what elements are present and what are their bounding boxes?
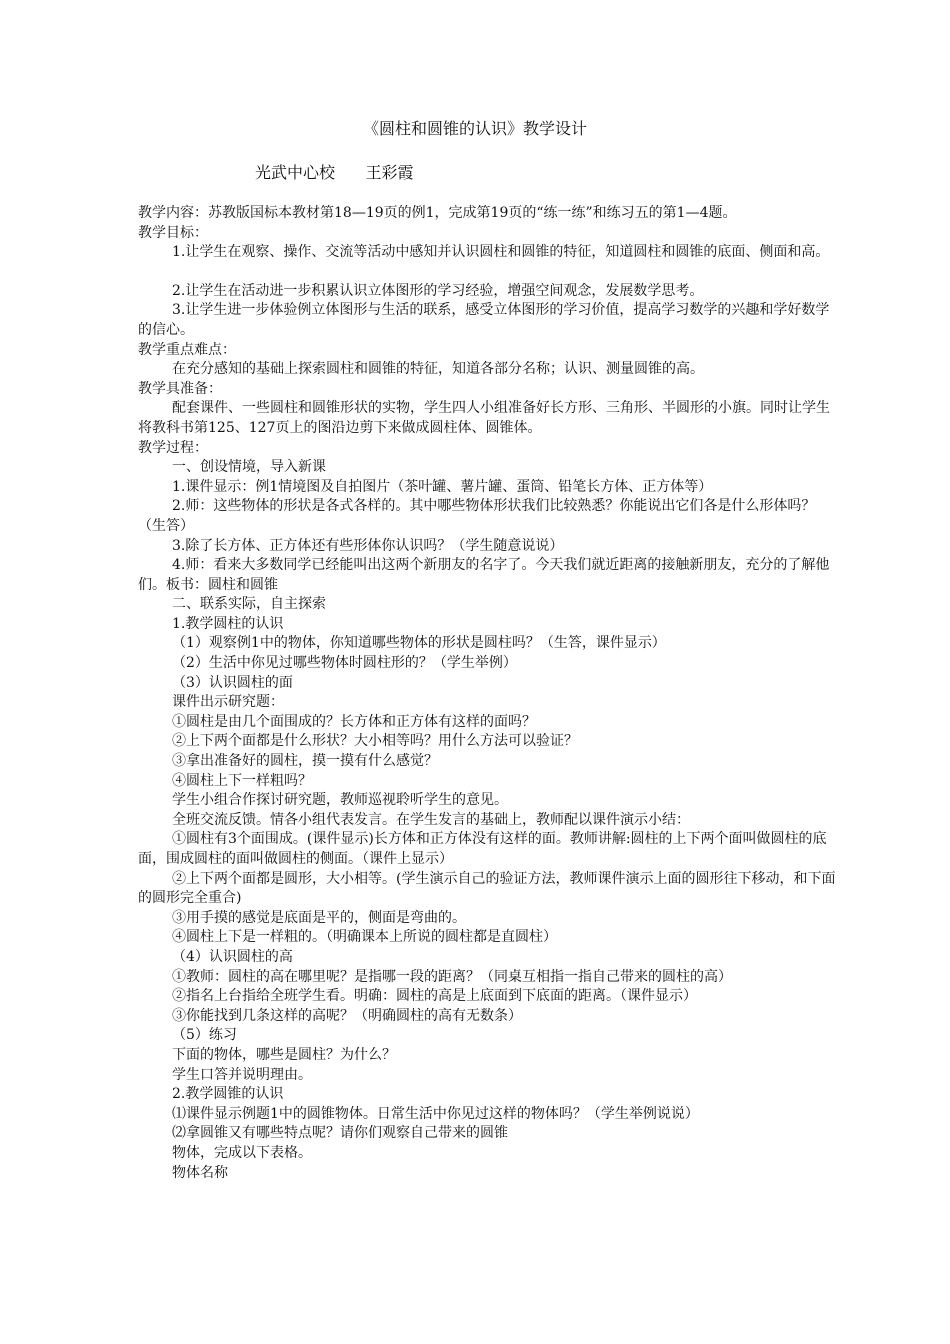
paragraph: 3.让学生进一步体验例立体图形与生活的联系，感受立体图形的学习价值，提高学习数学的兴趣和学好数学的信心。 xyxy=(138,302,830,338)
paragraph: 1.让学生在观察、操作、交流等活动中感知并认识圆柱和圆锥的特征，知道圆柱和圆锥的底面、侧面和高。 xyxy=(172,244,830,261)
paragraph: ③你能找到几条这样的高呢？（明确圆柱的高有无数条） xyxy=(172,1007,522,1024)
paragraph: ①圆柱是由几个面围成的？长方体和正方体有这样的面吗？ xyxy=(172,713,536,730)
paragraph: （4）认识圆柱的高 xyxy=(172,948,293,965)
paragraph: ③拿出准备好的圆柱，摸一摸有什么感觉？ xyxy=(172,753,438,770)
paragraph: 物体名称 xyxy=(172,1164,228,1181)
paragraph: ④圆柱上下是一样粗的。（明确课本上所说的圆柱都是直圆柱） xyxy=(172,929,557,946)
paragraph: 教学重点难点： xyxy=(138,341,236,358)
paragraph: 2.教学圆锥的认识 xyxy=(172,1086,284,1103)
paragraph: ②指名上台指给全班学生看。明确：圆柱的高是上底面到下底面的距离。（课件显示） xyxy=(172,988,697,1005)
paragraph: 下面的物体，哪些是圆柱？为什么？ xyxy=(172,1046,396,1063)
document-body xyxy=(138,204,838,1183)
paragraph: ⑵拿圆锥又有哪些特点呢？请你们观察自己带来的圆锥 xyxy=(172,1125,508,1142)
paragraph: 二、联系实际，自主探索 xyxy=(172,596,326,613)
paragraph: 在充分感知的基础上探索圆柱和圆锥的特征，知道各部分名称；认识、测量圆锥的高。 xyxy=(172,361,704,378)
paragraph: 学生小组合作探讨研究题，教师巡视聆听学生的意见。 xyxy=(172,792,508,809)
paragraph: 2.师：这些物体的形状是各式各样的。其中哪些物体形状我们比较熟悉？你能说出它们各是什么形体吗？（生答） xyxy=(138,498,816,534)
paragraph: 1.课件显示：例1情境图及自拍图片（茶叶罐、薯片罐、蛋筒、铅笔长方体、正方体等） xyxy=(172,478,713,495)
paragraph: 教学目标： xyxy=(138,224,208,241)
paragraph: ②上下两个面都是圆形，大小相等。(学生演示自己的验证方法，教师课件演示上面的圆形往下移动，和下面的圆形完全重合) xyxy=(138,870,836,907)
paragraph: 配套课件、一些圆柱和圆锥形状的实物，学生四人小组准备好长方形、三角形、半圆形的小旗。同时让学生将教科书第125、127页上的图沿边剪下来做成圆柱体、圆锥体。 xyxy=(138,400,830,436)
paragraph: 物体，完成以下表格。 xyxy=(172,1144,312,1161)
paragraph: 教学过程： xyxy=(138,439,208,456)
document-title: 《圆柱和圆锥的认识》教学设计 xyxy=(362,119,587,138)
paragraph: ①圆柱有3个面围成。(课件显示)长方体和正方体没有这样的面。教师讲解:圆柱的上下两个面叫做圆柱的底面，围成圆柱的面叫做圆柱的侧面。（课件上显示） xyxy=(138,831,827,867)
paragraph: ②上下两个面都是什么形状？大小相等吗？用什么方法可以验证？ xyxy=(172,733,578,750)
blank-line xyxy=(138,263,838,282)
paragraph: 一、创设情境，导入新课 xyxy=(172,459,326,476)
paragraph: （3）认识圆柱的面 xyxy=(172,674,293,691)
paragraph: ⑴课件显示例题1中的圆锥物体。日常生活中你见过这样的物体吗？（学生举例说说） xyxy=(172,1105,699,1122)
author-line: 光武中心校 王彩霞 xyxy=(255,163,414,182)
paragraph: 4.师：看来大多数同学已经能叫出这两个新朋友的名字了。今天我们就近距离的接触新朋友，充分的了解他们。板书：圆柱和圆锥 xyxy=(138,557,830,593)
paragraph: 教学内容：苏教版国标本教材第18—19页的例1，完成第19页的“练一练”和练习五的第1—4题。 xyxy=(138,205,737,221)
paragraph: ①教师：圆柱的高在哪里呢？是指哪一段的距离？（同桌互相指一指自己带来的圆柱的高） xyxy=(172,968,732,985)
paragraph: ③用手摸的感觉是底面是平的，侧面是弯曲的。 xyxy=(172,909,466,926)
paragraph: 2.让学生在活动进一步积累认识立体图形的学习经验，增强空间观念，发展数学思考。 xyxy=(172,282,704,299)
paragraph: 课件出示研究题： xyxy=(172,694,284,711)
paragraph: 3.除了长方体、正方体还有些形体你认识吗？（学生随意说说） xyxy=(172,537,564,554)
paragraph: （2）生活中你见过哪些物体时圆柱形的？（学生举例） xyxy=(172,655,517,672)
paragraph: ④圆柱上下一样粗吗？ xyxy=(172,772,312,789)
paragraph: （1）观察例1中的物体，你知道哪些物体的形状是圆柱吗？（生答，课件显示） xyxy=(172,635,666,652)
paragraph: 全班交流反馈。情各小组代表发言。在学生发言的基础上，教师配以课件演示小结： xyxy=(172,811,690,828)
paragraph: 教学具准备： xyxy=(138,380,222,397)
paragraph: （5）练习 xyxy=(172,1027,237,1044)
paragraph: 学生口答并说明理由。 xyxy=(172,1066,312,1083)
paragraph: 1.教学圆柱的认识 xyxy=(172,615,284,632)
